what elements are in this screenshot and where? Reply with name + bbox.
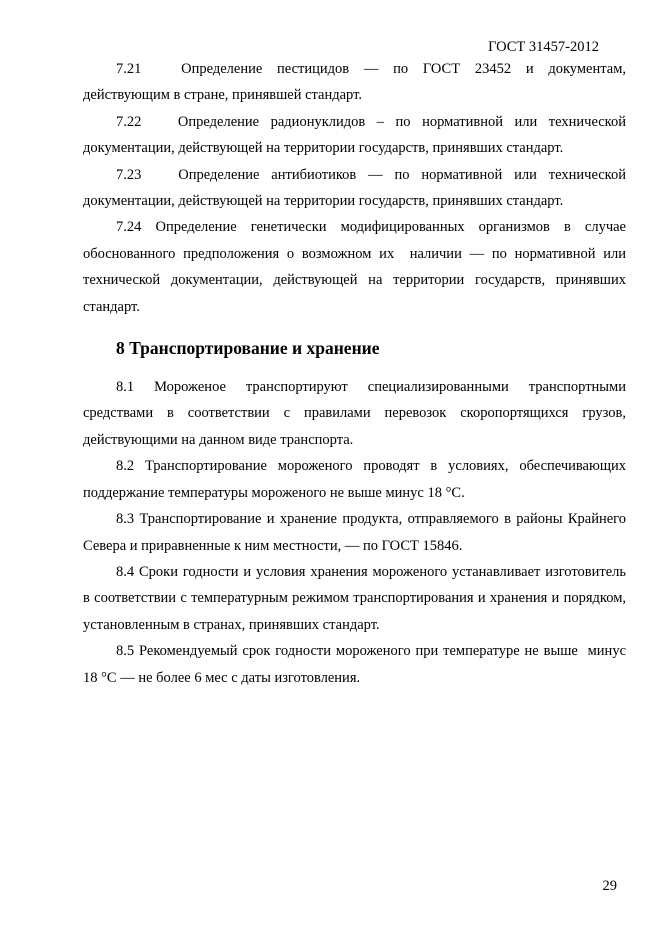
clause-8-1: 8.1 Мороженое транспортируют специализированными транспортными средствами в соответствии с правилами перевозок скоропортящихся грузов, действующими на данном виде транспорта. [83, 379, 630, 448]
clause-7-24: 7.24 Определение генетически модифицированных организмов в случае обоснованного предположения о возможном их наличии — по нормативной или технической документации, действующей на территории государств, принявших стандарт. [83, 219, 630, 315]
clause-8-4: 8.4 Сроки годности и условия хранения мороженого устанавливает изготовитель в соответствии с температурным режимом транспортирования и хранения и порядком, установленным в странах, принявших стандарт. [83, 563, 630, 633]
document-code-header: ГОСТ 31457-2012 [488, 39, 599, 55]
clause-8-5: 8.5 Рекомендуемый срок годности мороженого при температуре не выше минус 18 °С — не более 6 мес с даты изготовления. [83, 643, 630, 686]
clause-8-2: 8.2 Транспортирование мороженого проводят в условиях, обеспечивающих поддержание температуры мороженого не выше минус 18 °С. [83, 458, 630, 501]
page-number: 29 [602, 878, 617, 894]
clause-7-22: 7.22 Определение радионуклидов – по нормативной или технической документации, действующей на территории государств, принявших стандарт. [83, 113, 630, 157]
section-8-heading: 8 Транспортирование и хранение [116, 338, 380, 359]
clause-7-21: 7.21 Определение пестицидов — по ГОСТ 23452 и документам, действующим в стране, принявшей стандарт. [83, 61, 630, 104]
clause-7-23: 7.23 Определение антибиотиков — по нормативной или технической документации, действующей на территории государств, принявших стандарт. [83, 166, 630, 210]
clause-8-3: 8.3 Транспортирование и хранение продукта, отправляемого в районы Крайнего Севера и приравненные к ним местности, — по ГОСТ 15846. [83, 511, 630, 554]
page-content [83, 56, 630, 691]
